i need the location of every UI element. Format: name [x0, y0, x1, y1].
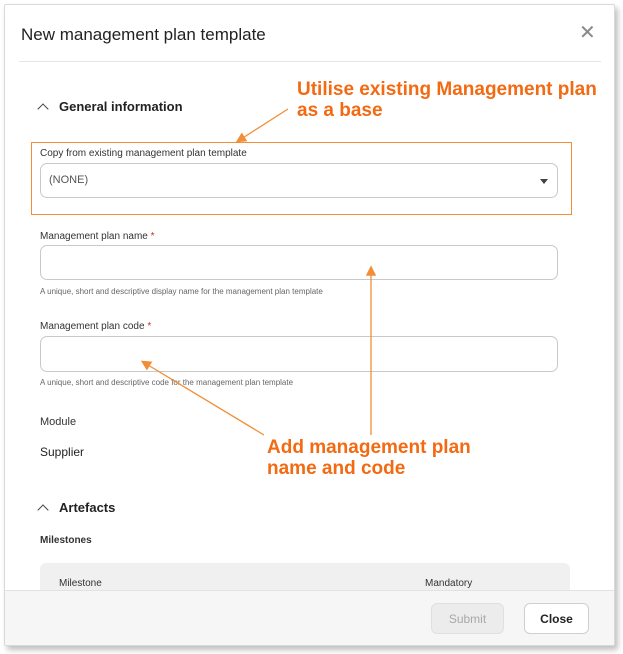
submit-button[interactable]: Submit: [431, 603, 504, 634]
plan-code-hint: A unique, short and descriptive code for the management plan template: [40, 378, 294, 387]
new-template-dialog: [4, 4, 615, 646]
required-marker: *: [150, 231, 155, 242]
dialog-title: New management plan template: [21, 25, 266, 44]
close-button[interactable]: Close: [524, 603, 589, 634]
name-code-callout: Add management plan name and code: [267, 437, 471, 479]
copy-template-value: (NONE): [49, 174, 89, 186]
close-icon[interactable]: ✕: [579, 22, 596, 44]
annotation-arrows: [5, 5, 614, 645]
milestones-label: Milestones: [40, 535, 92, 546]
plan-name-label: Management plan name *: [40, 231, 155, 242]
module-value: Supplier: [40, 445, 85, 459]
required-marker: *: [147, 321, 152, 332]
arrow-to-copy-select: [238, 109, 288, 141]
module-label: Module: [40, 416, 77, 428]
copy-template-label: Copy from existing management plan template: [40, 148, 247, 159]
artefacts-heading: Artefacts: [59, 500, 116, 515]
arrow-to-code-input: [143, 362, 264, 435]
column-milestone: Milestone: [59, 578, 102, 589]
plan-name-hint: A unique, short and descriptive display name for the management plan template: [40, 287, 323, 296]
plan-code-label: Management plan code *: [40, 321, 152, 332]
copy-callout: Utilise existing Management plan as a base: [297, 79, 597, 121]
general-information-heading: General information: [59, 99, 183, 114]
column-mandatory: Mandatory: [425, 578, 473, 589]
